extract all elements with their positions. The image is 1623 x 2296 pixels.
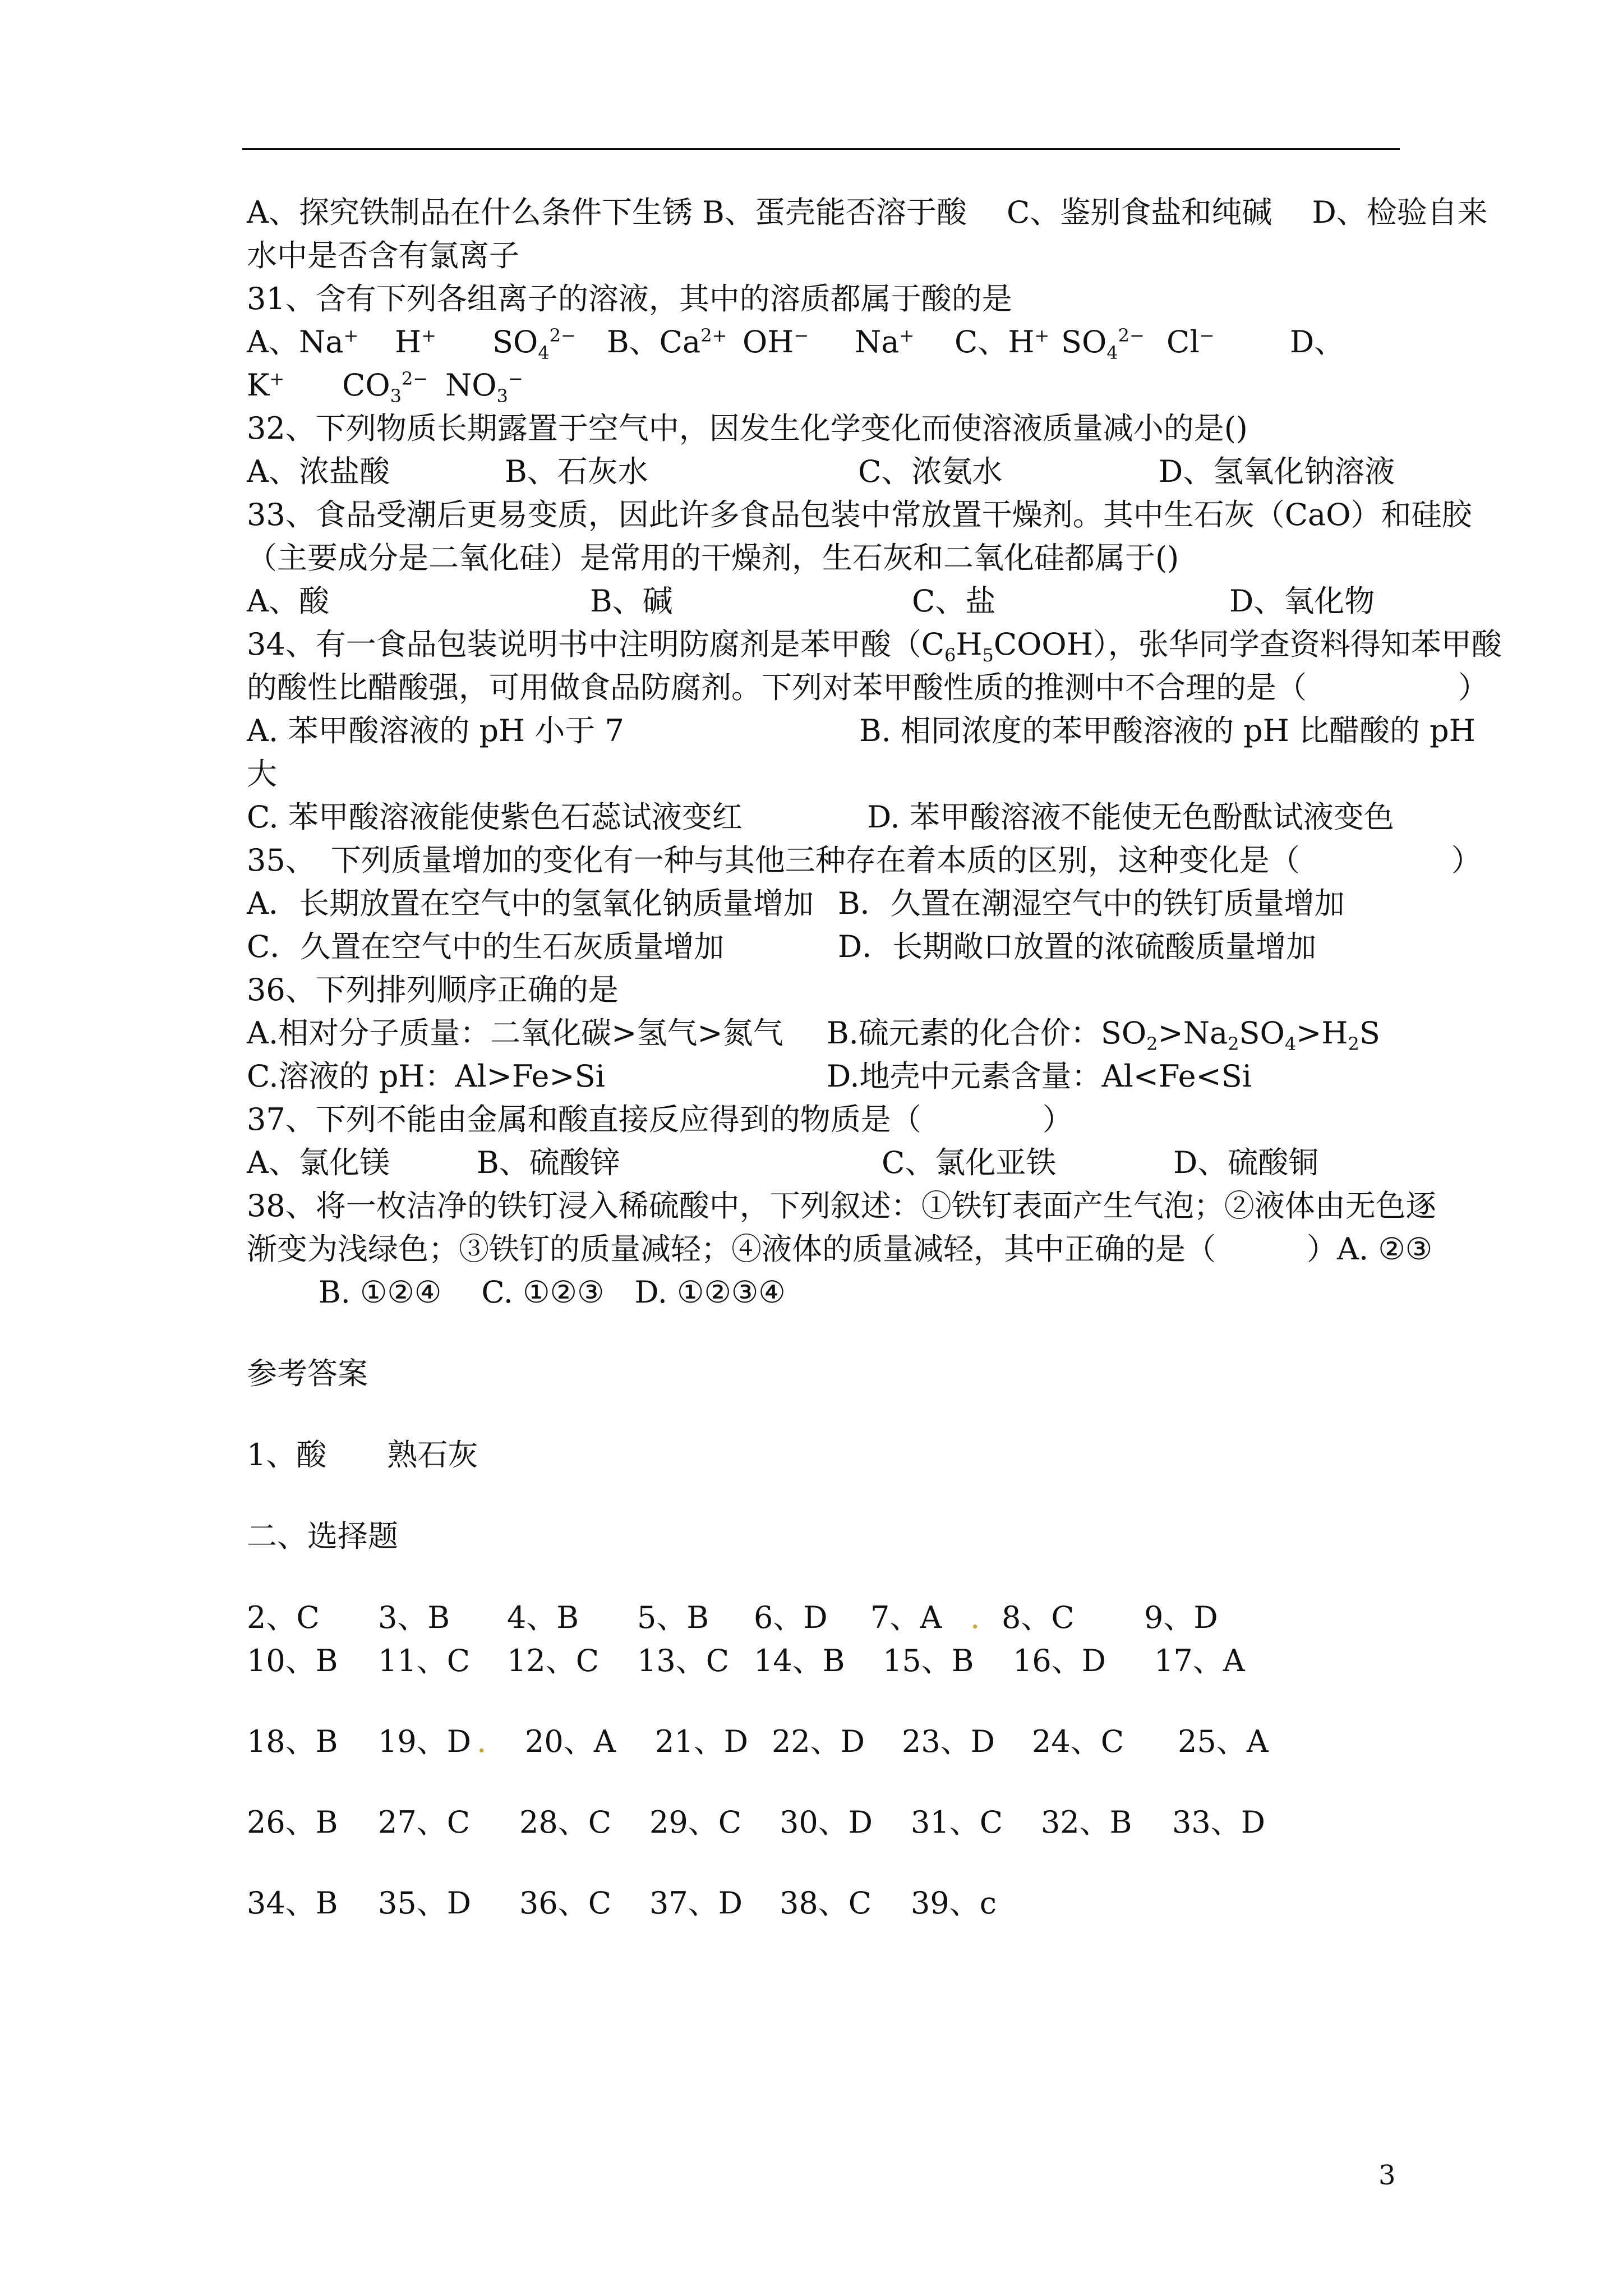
- q38-line2: 渐变为浅绿色；③铁钉的质量减轻；④液体的质量减轻，其中正确的是（ ）A. ②③: [247, 1231, 1433, 1267]
- q32-option-a: A、浓盐酸: [247, 454, 390, 489]
- q32-option-d: D、氢氧化钠溶液: [1159, 454, 1395, 489]
- answer-item: 9、D: [1144, 1600, 1218, 1635]
- q36-options-ab: [247, 1011, 1424, 1055]
- q32-option-b: B、石灰水: [505, 454, 648, 489]
- q38-line1: 38、将一枚洁净的铁钉浸入稀硫酸中，下列叙述：①铁钉表面产生气泡；②液体由无色逐: [247, 1188, 1436, 1223]
- answers-row-4: [247, 1801, 1424, 1844]
- q33-option-b: B、碱: [590, 583, 673, 619]
- q34-options-cd: [247, 795, 1424, 839]
- answers-row-1: [247, 1596, 1424, 1639]
- q31-ion-h: H+: [395, 324, 436, 360]
- q33-option-a: A、酸: [247, 583, 329, 619]
- q36-options-cd: [247, 1055, 1424, 1098]
- answer-item: 31、C: [911, 1805, 1003, 1840]
- q32-options: [247, 450, 1424, 493]
- q31-options-line2: [247, 364, 1424, 407]
- q36-option-b: B.硫元素的化合价：$SO_2>Na_2SO_4>H_2S$: [827, 1015, 1380, 1055]
- answer-item: 19、D: [378, 1724, 472, 1759]
- answer-item: 29、C: [649, 1805, 742, 1840]
- answer-item: 26、B: [247, 1805, 338, 1840]
- q34-option-a: A. 苯甲酸溶液的 pH 小于 7: [247, 713, 624, 748]
- answer-item: 33、D: [1172, 1805, 1266, 1840]
- answer-item: 21、D: [655, 1724, 749, 1759]
- q33-option-d: D、氧化物: [1229, 583, 1375, 619]
- answer-item: 4、B: [507, 1600, 579, 1635]
- q37-stem: 37、下列不能由金属和酸直接反应得到的物质是（ ）: [247, 1102, 1073, 1137]
- q37-option-c: C、氯化亚铁: [882, 1145, 1057, 1180]
- page-number: 3: [1378, 2160, 1396, 2191]
- answer-item: 11、C: [378, 1643, 471, 1678]
- q31-ion-oh: OH−: [743, 324, 809, 360]
- answer-item: 10、B: [247, 1643, 338, 1678]
- q35-option-c: C．久置在空气中的生石灰质量增加: [247, 929, 725, 964]
- answers-row-2: [247, 1639, 1424, 1682]
- q37-option-b: B、硫酸锌: [477, 1145, 620, 1180]
- q31-ion-cl: Cl−: [1166, 324, 1215, 360]
- answer-item: 18、B: [247, 1724, 338, 1759]
- q31-ion-na: Na+: [855, 324, 915, 360]
- q38-line3: B. ①②④ C. ①②③ D. ①②③④: [319, 1274, 786, 1310]
- answers-fill-blank: 1、酸 熟石灰: [247, 1437, 478, 1473]
- q31-ion-so4-c: $SO_4^{2-}$: [1061, 324, 1145, 364]
- answer-item: 38、C: [780, 1885, 872, 1921]
- q35-option-b: B．久置在潮湿空气中的铁钉质量增加: [838, 886, 1345, 921]
- answer-item: 14、B: [754, 1643, 845, 1678]
- q36-option-d: D.地壳中元素含量：Al<Fe<Si: [827, 1059, 1252, 1094]
- q34-stem-line1: 34、有一食品包装说明书中注明防腐剂是苯甲酸$(C_6H_5COOH)$，张华同学查资料得知苯甲酸: [247, 627, 1502, 666]
- answer-item: 12、C: [507, 1643, 600, 1678]
- answer-item: 25、A: [1178, 1724, 1269, 1759]
- q31-option-d: D、: [1290, 324, 1345, 360]
- q30-options-line2: 水中是否含有氯离子: [247, 238, 519, 273]
- answer-item: 30、D: [780, 1805, 873, 1840]
- q33-options: [247, 579, 1424, 623]
- q30-options-line1: A、探究铁制品在什么条件下生锈 B、蛋壳能否溶于酸 C、鉴别食盐和纯碱 D、检验自来: [247, 195, 1488, 230]
- q31-option-b: B、$Ca^{2+}$: [607, 324, 727, 360]
- header-rule: [242, 148, 1400, 150]
- q35-options-cd: [247, 925, 1424, 968]
- q31-stem: 31、含有下列各组离子的溶液，其中的溶质都属于酸的是: [247, 281, 1012, 316]
- q31-ion-no3: $NO_3^-$: [445, 367, 523, 407]
- q35-option-d: D．长期敞口放置的浓硫酸质量增加: [838, 929, 1317, 964]
- q34-option-b: B. 相同浓度的苯甲酸溶液的 pH 比醋酸的 pH: [859, 713, 1476, 748]
- answer-item: 28、C: [519, 1805, 612, 1840]
- answer-item: 37、D: [649, 1885, 743, 1921]
- answer-item: 13、C: [637, 1643, 730, 1678]
- q33-option-c: C、盐: [912, 583, 996, 619]
- answer-item: 34、B: [247, 1885, 338, 1921]
- answer-item: 35、D: [378, 1885, 472, 1921]
- q34-option-b-cont: 大: [247, 756, 277, 792]
- page-content: [247, 191, 1502, 1925]
- answers-row-3: [247, 1720, 1424, 1763]
- q36-option-c: C.溶液的 pH：Al>Fe>Si: [247, 1059, 605, 1094]
- answer-item: 22、D: [772, 1724, 865, 1759]
- q35-options-ab: [247, 882, 1424, 925]
- answer-item: 24、C: [1032, 1724, 1124, 1759]
- answer-item: 16、D: [1013, 1643, 1106, 1678]
- q31-ion-co3: $CO_3^{2-}$: [342, 367, 428, 407]
- q32-stem: 32、下列物质长期露置于空气中，因发生化学变化而使溶液质量减小的是(): [247, 411, 1248, 446]
- answer-item: 2、C: [247, 1600, 320, 1635]
- q31-ion-k: K+: [247, 367, 285, 403]
- stray-dot: .: [477, 1724, 487, 1759]
- q36-stem: 36、下列排列顺序正确的是: [247, 972, 619, 1007]
- q37-option-d: D、硫酸铜: [1173, 1145, 1319, 1180]
- answer-item: 36、C: [519, 1885, 612, 1921]
- answer-item: 39、c: [911, 1885, 997, 1921]
- q32-option-c: C、浓氨水: [858, 454, 1003, 489]
- q31-option-a: A、Na+: [247, 324, 359, 360]
- answer-item: 5、B: [637, 1600, 709, 1635]
- answer-item: 8、C: [1002, 1600, 1075, 1635]
- answer-item: 23、D: [902, 1724, 995, 1759]
- q34-option-c: C. 苯甲酸溶液能使紫色石蕊试液变红: [247, 799, 743, 835]
- answer-item: 32、B: [1041, 1805, 1132, 1840]
- stray-dot: .: [970, 1600, 980, 1635]
- q36-option-a: A.相对分子质量：二氧化碳>氢气>氮气: [247, 1015, 783, 1051]
- q31-option-c: C、H+: [955, 324, 1050, 360]
- q34-stem-line2: 的酸性比醋酸强，可用做食品防腐剂。下列对苯甲酸性质的推测中不合理的是（ ）: [247, 670, 1488, 705]
- answers-section2-heading: 二、选择题: [247, 1519, 398, 1554]
- answer-item: 17、A: [1154, 1643, 1245, 1678]
- answer-item: 7、A: [870, 1600, 942, 1635]
- answer-item: 15、B: [883, 1643, 974, 1678]
- answers-row-5: [247, 1881, 1424, 1925]
- q34-options-ab: [247, 709, 1476, 752]
- q35-stem: 35、 下列质量增加的变化有一种与其他三种存在着本质的区别，这种变化是（ ）: [247, 843, 1482, 878]
- q31-options-line1: [247, 320, 1424, 364]
- q31-ion-so4: $SO_4^{2-}$: [492, 324, 576, 364]
- q33-stem-line2: （主要成分是二氧化硅）是常用的干燥剂，生石灰和二氧化硅都属于(): [247, 540, 1179, 576]
- answer-item: 3、B: [378, 1600, 450, 1635]
- q37-options: [247, 1141, 1424, 1184]
- q34-option-d: D. 苯甲酸溶液不能使无色酚酞试液变色: [867, 799, 1394, 835]
- q37-option-a: A、氯化镁: [247, 1145, 390, 1180]
- answer-item: 20、A: [525, 1724, 616, 1759]
- q33-stem-line1: 33、食品受潮后更易变质，因此许多食品包装中常放置干燥剂。其中生石灰（CaO）和硅胶: [247, 497, 1472, 532]
- answer-item: 27、C: [378, 1805, 471, 1840]
- q35-option-a: A．长期放置在空气中的氢氧化钠质量增加: [247, 886, 814, 921]
- answer-item: 6、D: [754, 1600, 828, 1635]
- answers-heading: 参考答案: [247, 1356, 368, 1391]
